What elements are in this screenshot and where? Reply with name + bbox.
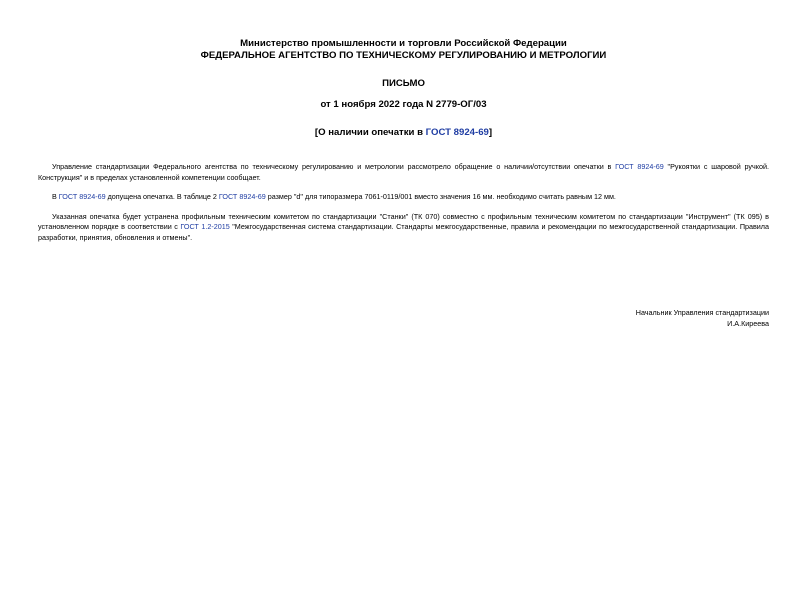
subject-suffix: ] <box>488 127 493 138</box>
signature-block <box>636 308 769 329</box>
paragraph-text: Управление стандартизации Федерального агентства по техническому регулированию и метрологии рассмотрело обращение о наличии/отсутствии опечатки в <box>52 162 616 171</box>
gost-8924-69-link[interactable]: ГОСТ 8924-69 <box>58 192 106 201</box>
paragraph-3 <box>38 212 769 244</box>
signatory-name: И.А.Киреева <box>727 318 769 328</box>
paragraph-text: допущена опечатка. В таблице 2 <box>105 192 219 201</box>
document-page <box>0 38 807 609</box>
gost-1-2-2015-link[interactable]: ГОСТ 1.2-2015 <box>180 222 230 231</box>
paragraph-text: размер "d" для типоразмера 7061-0119/001 вместо значения 16 мм. необходимо считать равным 12 мм. <box>265 192 616 201</box>
signatory-position: Начальник Управления стандартизации <box>635 308 769 317</box>
paragraph-text: "Межгосударственная система стандартизации. Стандарты межгосударственные, правила и рекомендации по межгосударственной стандартизации. Правила разработки, принятия, обновления и отмены". <box>38 222 769 242</box>
agency-title: ФЕДЕРАЛЬНОЕ АГЕНТСТВО ПО ТЕХНИЧЕСКОМУ РЕГУЛИРОВАНИЮ И МЕТРОЛОГИИ <box>200 50 607 61</box>
document-type: ПИСЬМО <box>382 78 425 89</box>
paragraph-text: Указанная опечатка будет устранена профильным техническим комитетом по стандартизации "Станки" (ТК 070) совместно с профильным техническим комитетом по стандартизации "Инструмент" (ТК 095) в установленном порядке в соответствии с <box>38 211 769 231</box>
paragraph-2 <box>38 192 769 203</box>
gost-8924-69-link[interactable]: ГОСТ 8924-69 <box>218 192 266 201</box>
subject-prefix: [О наличии опечатки в <box>314 127 426 138</box>
document-body <box>38 162 769 243</box>
document-date-number: от 1 ноября 2022 года N 2779-ОГ/03 <box>320 99 487 110</box>
paragraph-1 <box>38 162 769 183</box>
document-header <box>38 38 769 138</box>
gost-8924-69-link[interactable]: ГОСТ 8924-69 <box>425 127 489 138</box>
document-subject <box>38 127 769 138</box>
gost-8924-69-link[interactable]: ГОСТ 8924-69 <box>615 162 664 171</box>
paragraph-text: "Рукоятки с шаровой ручкой. Конструкция" и в пределах установленной компетенции сообщает. <box>38 162 769 182</box>
ministry-title: Министерство промышленности и торговли Российской Федерации <box>240 38 567 49</box>
paragraph-text: В <box>52 192 59 201</box>
